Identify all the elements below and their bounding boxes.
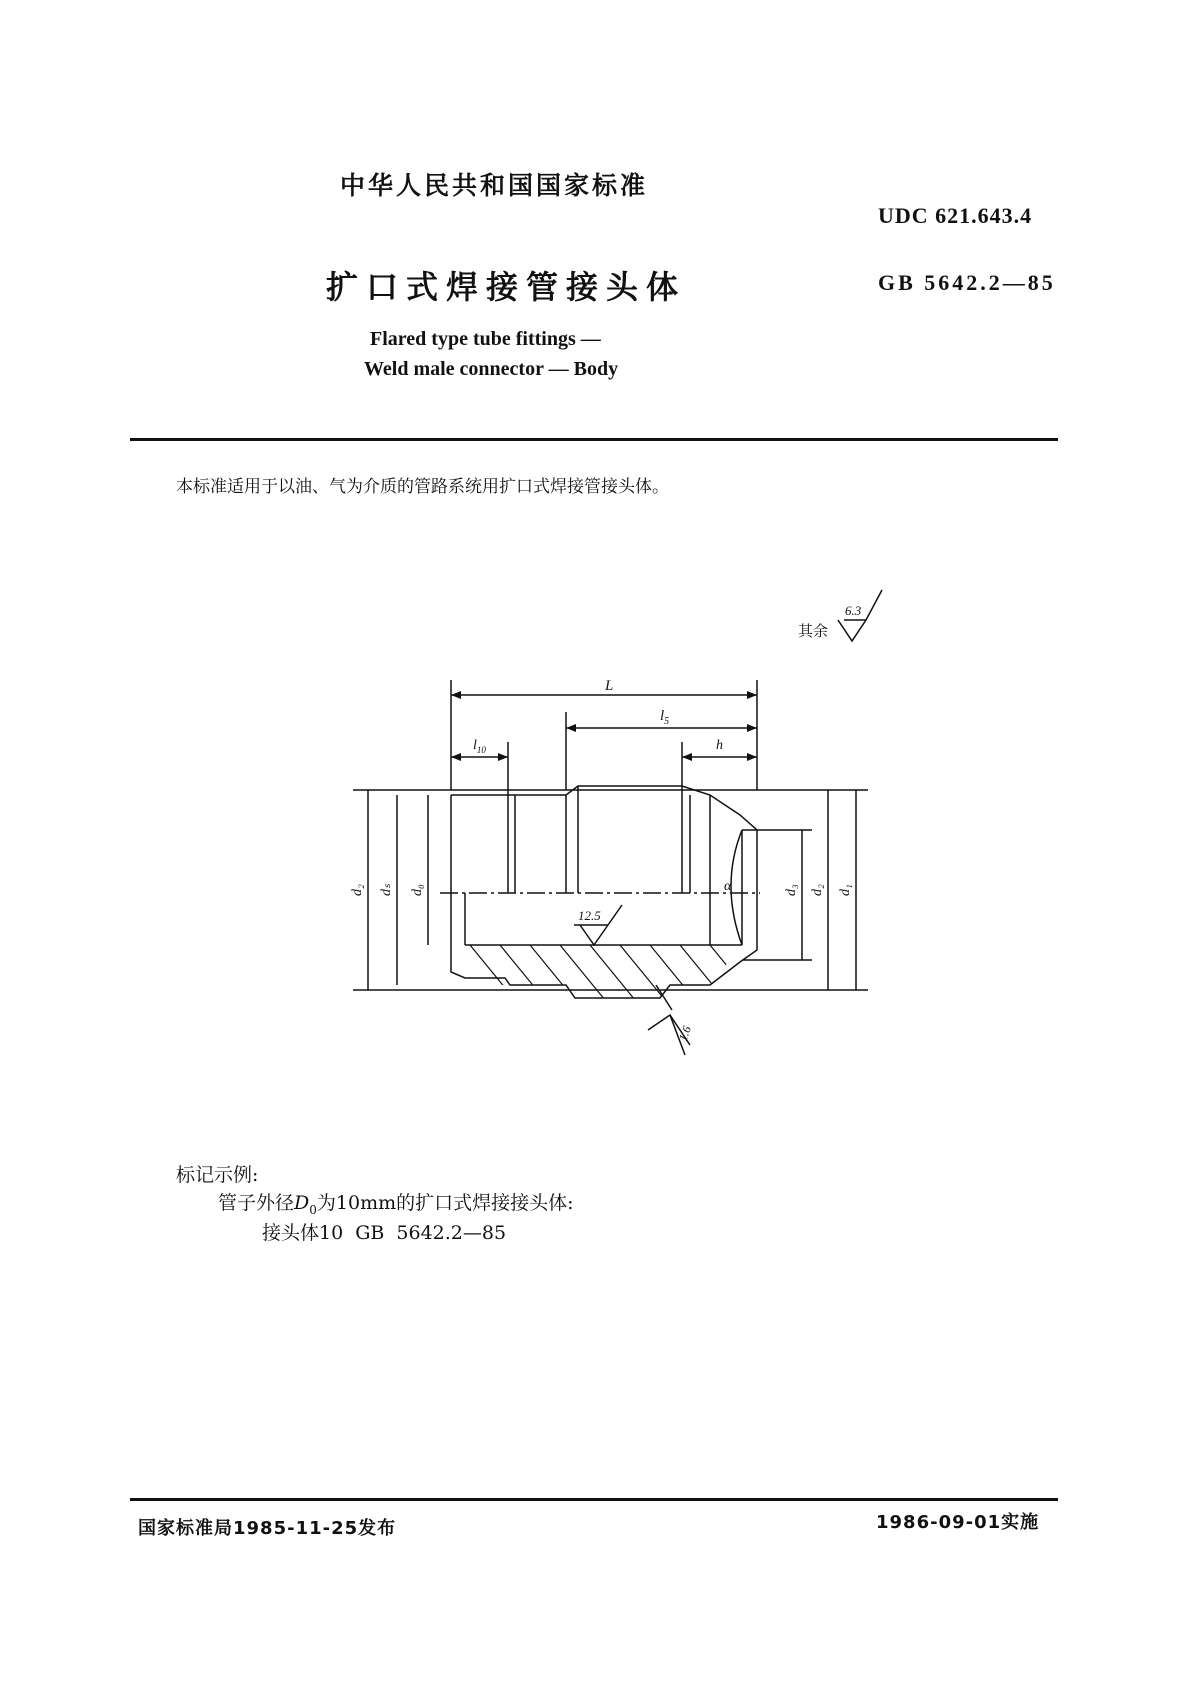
- effective-date: 1986-09-01实施: [876, 1512, 1040, 1533]
- dim-label-d0: d₀: [410, 884, 425, 896]
- roughness-value-face: 1.6: [675, 1024, 694, 1044]
- english-title-line2: Weld male connector — Body: [364, 358, 619, 380]
- dim-label-d2-right: d₂: [810, 884, 825, 896]
- udc-code: UDC 621.643.4: [878, 203, 1033, 228]
- marking-line2: 接头体10 GB 5642.2—85: [262, 1222, 507, 1244]
- footer-divider: [130, 1498, 1058, 1501]
- marking-line1: [218, 1188, 574, 1217]
- marking-line1-pre: 管子外径: [218, 1192, 295, 1214]
- flare-cone-arc: [731, 830, 742, 945]
- national-standard-heading: 中华人民共和国国家标准: [340, 171, 649, 200]
- scope-paragraph: 本标准适用于以油、气为介质的管路系统用扩口式焊接管接头体。: [176, 477, 669, 497]
- issued-date: 国家标准局1985-11-25发布: [138, 1518, 397, 1539]
- marking-variable-sub: 0: [309, 1202, 317, 1217]
- marking-variable: D: [294, 1192, 310, 1214]
- dim-label-alpha: α: [724, 879, 732, 894]
- dim-label-d1: d₁: [838, 884, 853, 896]
- dim-label-l5: $l_5$: [660, 708, 670, 727]
- dim-label-h: h: [716, 738, 723, 753]
- dim-label-l10: $l_{10}$: [473, 738, 486, 755]
- dim-label-L: L: [605, 678, 614, 694]
- page-title: 扩口式焊接管接头体: [326, 268, 687, 306]
- dim-label-ds: dₛ: [379, 883, 394, 896]
- gb-code: GB 5642.2—85: [878, 270, 1056, 295]
- roughness-note-label: 其余: [798, 622, 829, 640]
- marking-line1-post: 为10mm的扩口式焊接接头体:: [316, 1192, 574, 1214]
- dim-label-d2-left: d₂: [350, 884, 365, 896]
- roughness-value-bore: 12.5: [578, 908, 601, 923]
- marking-heading: 标记示例:: [176, 1164, 259, 1186]
- english-title-line1: Flared type tube fittings —: [370, 328, 601, 350]
- roughness-value-default: 6.3: [845, 603, 862, 618]
- dim-label-d3: d₃: [784, 884, 799, 896]
- outer-profile: [451, 786, 757, 998]
